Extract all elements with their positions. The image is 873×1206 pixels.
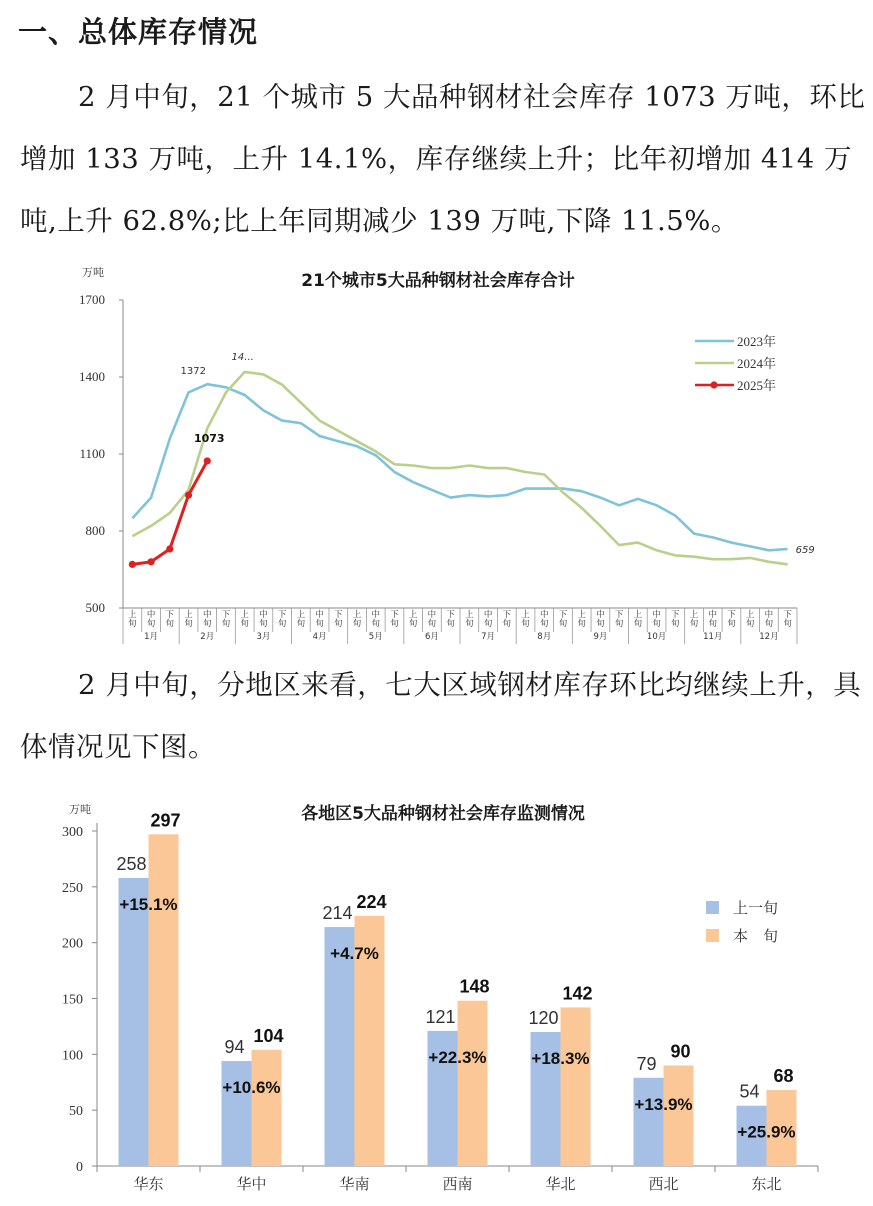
- chart1-x-sub-char: 下: [334, 610, 343, 620]
- chart2-bar-current: [252, 1050, 282, 1166]
- chart1-series-line-2: [132, 372, 787, 565]
- chart1-x-sub-label: [503, 610, 512, 629]
- chart1-x-sub-char: 上: [184, 610, 193, 620]
- chart1-x-sub-char: 上: [465, 610, 474, 620]
- chart1-x-sub-char: 旬: [446, 619, 455, 629]
- chart1-x-sub-char: 旬: [408, 619, 418, 629]
- chart1-annotation-2023-peak: 1372: [180, 366, 206, 378]
- chart1-x-sub-char: 中: [652, 610, 661, 620]
- chart1-x-sub-char: 中: [315, 610, 324, 620]
- chart1-x-sub-char: 旬: [240, 619, 249, 629]
- chart1-x-sub-label: [671, 610, 680, 629]
- chart2-category-label: 华中: [236, 1175, 267, 1193]
- chart1-x-sub-char: 中: [146, 610, 156, 620]
- chart1-x-sub-char: 下: [221, 610, 231, 620]
- chart1-x-sub-label: [390, 610, 399, 629]
- chart2-bar-current-label: 224: [356, 891, 387, 912]
- chart1-x-sub-char: 旬: [633, 619, 643, 629]
- chart1-x-sub-label: [315, 609, 324, 629]
- chart1-y-tick-label: 500: [85, 600, 105, 615]
- chart1-x-sub-label: [222, 610, 231, 629]
- chart1-x-sub-char: 旬: [558, 619, 568, 629]
- total-inventory-line-chart: [0, 255, 873, 655]
- chart1-x-sub-char: 旬: [671, 619, 680, 629]
- chart1-x-sub-char: 旬: [764, 619, 774, 629]
- chart1-x-sub-char: 旬: [352, 619, 362, 629]
- chart2-bar-previous-label: 79: [636, 1053, 657, 1074]
- chart2-bar-previous: [222, 1061, 252, 1166]
- chart1-x-sub-char: 旬: [783, 619, 792, 629]
- chart1-x-sub-char: 上: [240, 610, 249, 620]
- chart2-bar-current-label: 90: [670, 1041, 691, 1062]
- chart1-legend-label: 2023年: [737, 334, 777, 349]
- chart2-bar-current-label: 68: [773, 1066, 794, 1087]
- chart1-x-sub-char: 旬: [502, 619, 512, 629]
- chart2-legend-swatch: [706, 901, 719, 914]
- chart1-x-month-label: 10月: [646, 632, 667, 642]
- chart1-x-sub-char: 下: [390, 610, 399, 620]
- chart1-x-sub-char: 中: [539, 610, 549, 620]
- chart2-y-tick-label: 50: [69, 1104, 83, 1120]
- chart2-change-label: +4.7%: [330, 944, 379, 964]
- regional-inventory-bar-chart: [0, 790, 873, 1206]
- chart1-x-sub-label: [409, 609, 418, 629]
- chart1-x-sub-label: [128, 609, 137, 629]
- chart1-unit: 万吨: [82, 266, 104, 279]
- chart1-x-sub-label: [353, 609, 362, 629]
- chart1-x-sub-char: 旬: [165, 619, 175, 629]
- chart1-x-sub-label: [484, 609, 493, 629]
- chart2-bar-current-label: 297: [150, 810, 181, 831]
- chart1-x-sub-char: 旬: [315, 619, 324, 629]
- chart1-x-sub-label: [297, 609, 306, 629]
- chart1-x-sub-char: 下: [783, 610, 792, 620]
- chart1-y-tick-label: 1700: [79, 292, 105, 307]
- chart1-x-sub-char: 旬: [334, 619, 343, 629]
- chart1-x-sub-label: [446, 610, 455, 629]
- chart1-title: 21个城市5大品种钢材社会库存合计: [301, 271, 575, 291]
- chart1-x-sub-char: 下: [671, 610, 680, 620]
- chart1-x-sub-char: 旬: [259, 619, 268, 629]
- chart1-x-sub-char: 旬: [465, 619, 474, 629]
- chart1-x-sub-char: 中: [371, 610, 381, 620]
- section-heading: 一、总体库存情况: [18, 15, 259, 49]
- chart2-category-label: 华东: [133, 1175, 164, 1193]
- chart2-category-label: 华北: [545, 1175, 576, 1193]
- chart1-x-sub-label: [465, 609, 474, 629]
- chart1-x-sub-label: [765, 609, 774, 629]
- chart1-x-month-label: 11月: [703, 632, 723, 642]
- chart2-bar-current-label: 142: [562, 983, 593, 1004]
- chart1-x-sub-label: [278, 610, 287, 629]
- chart1-x-month-label: 6月: [424, 632, 439, 642]
- chart2-y-tick-label: 200: [62, 936, 83, 952]
- chart1-x-sub-char: 旬: [296, 619, 306, 629]
- chart1-x-month-label: 5月: [368, 632, 383, 642]
- chart1-x-sub-char: 下: [727, 610, 736, 620]
- chart2-y-tick-label: 100: [62, 1048, 83, 1064]
- chart1-x-sub-char: 旬: [221, 619, 231, 629]
- chart1-x-sub-char: 下: [558, 610, 568, 620]
- chart1-x-sub-char: 旬: [277, 619, 287, 629]
- chart1-x-sub-label: [259, 609, 268, 629]
- chart2-bar-previous-label: 121: [425, 1006, 456, 1027]
- chart1-x-sub-label: [334, 610, 343, 629]
- chart1-x-sub-label: [184, 609, 193, 629]
- chart1-x-sub-char: 旬: [689, 619, 699, 629]
- chart2-bar-current-label: 148: [459, 976, 490, 997]
- chart2-bar-previous-label: 94: [224, 1037, 245, 1058]
- chart1-x-month-label: 1月: [144, 632, 159, 642]
- chart1-x-sub-char: 下: [614, 610, 624, 620]
- chart1-x-sub-char: 旬: [184, 619, 193, 629]
- paragraph-total-inventory-text: 2 月中旬，21 个城市 5 大品种钢材社会库存 1073 万吨，环比增加 133 万吨，上升 14.1%，库存继续上升；比年初增加 414 万吨,上升 62.8%;比上年同期减少 139 万吨,下降 11.5%。: [20, 81, 866, 237]
- chart1-x-sub-char: 上: [745, 610, 755, 620]
- chart1-x-sub-char: 下: [277, 610, 287, 620]
- chart1-x-sub-label: [634, 609, 643, 629]
- chart2-bar-previous-label: 214: [322, 903, 353, 924]
- chart1-x-sub-label: [652, 609, 661, 629]
- chart1-x-sub-label: [708, 609, 717, 629]
- chart1-x-sub-char: 旬: [596, 619, 605, 629]
- chart1-x-sub-char: 旬: [427, 619, 437, 629]
- chart1-x-month-label: 8月: [537, 632, 552, 642]
- chart2-bar-previous-label: 120: [528, 1008, 559, 1028]
- chart1-x-month-label: 2月: [200, 632, 215, 642]
- chart1-x-sub-char: 旬: [708, 619, 718, 629]
- chart1-x-sub-char: 中: [708, 610, 718, 620]
- chart1-x-sub-char: 旬: [521, 619, 530, 629]
- chart2-y-tick-label: 250: [62, 880, 83, 896]
- chart1-x-month-label: 12月: [759, 632, 779, 642]
- chart2-category-label: 东北: [751, 1175, 782, 1193]
- chart1-x-sub-label: [521, 609, 530, 629]
- chart1-x-sub-char: 中: [596, 610, 605, 620]
- chart1-x-sub-char: 旬: [614, 619, 624, 629]
- chart1-series-point: [147, 558, 154, 565]
- chart1-x-sub-label: [783, 610, 792, 629]
- chart2-category-label: 西南: [442, 1175, 473, 1193]
- chart1-x-month-label: 9月: [593, 632, 608, 642]
- chart2-legend-swatch: [706, 929, 719, 942]
- chart1-x-month-label: 3月: [256, 632, 271, 642]
- chart1-x-sub-char: 上: [408, 610, 418, 620]
- chart1-x-sub-char: 上: [689, 610, 699, 620]
- chart2-bar-current: [561, 1007, 591, 1166]
- chart1-x-sub-char: 上: [521, 610, 530, 620]
- chart1-x-sub-char: 上: [352, 610, 362, 620]
- chart2-change-label: +18.3%: [531, 1049, 590, 1068]
- chart2-title: 各地区5大品种钢材社会库存监测情况: [301, 804, 585, 824]
- chart1-legend-label: 2024年: [737, 356, 777, 371]
- chart1-series-point: [204, 457, 211, 464]
- chart1-x-sub-char: 旬: [745, 619, 755, 629]
- chart1-x-month-label: 7月: [481, 632, 496, 642]
- chart1-x-sub-char: 旬: [202, 619, 212, 629]
- chart2-legend-label: 本 旬: [733, 927, 779, 945]
- chart1-x-sub-char: 旬: [128, 619, 137, 629]
- chart1-x-sub-char: 旬: [390, 619, 399, 629]
- chart1-x-sub-label: [746, 609, 755, 629]
- chart1-x-sub-char: 旬: [539, 619, 549, 629]
- chart1-x-sub-label: [147, 609, 156, 629]
- chart1-x-sub-label: [240, 609, 249, 629]
- chart2-bar-current: [458, 1001, 488, 1166]
- chart1-x-sub-label: [690, 609, 699, 629]
- chart2-change-label: +22.3%: [428, 1047, 487, 1067]
- chart1-x-sub-label: [577, 609, 586, 629]
- chart2-bar-previous: [119, 878, 149, 1166]
- chart1-annotation-2024-start: 659: [795, 544, 815, 556]
- chart1-x-sub-char: 旬: [727, 619, 736, 629]
- chart2-bar-previous-label: 54: [739, 1081, 760, 1102]
- chart2-bar-previous-label: 258: [116, 853, 147, 874]
- chart1-x-sub-label: [596, 609, 605, 629]
- chart2-bar-current: [149, 834, 179, 1166]
- paragraph-total-inventory: [20, 66, 870, 252]
- chart1-x-sub-label: [428, 609, 437, 629]
- chart2-change-label: +10.6%: [222, 1078, 281, 1098]
- chart1-y-tick-label: 1400: [79, 369, 105, 384]
- chart1-x-sub-label: [166, 610, 175, 629]
- chart2-change-label: +25.9%: [737, 1122, 796, 1142]
- chart1-x-sub-char: 上: [128, 610, 137, 620]
- chart1-x-sub-char: 下: [502, 610, 512, 620]
- chart1-x-sub-label: [540, 609, 549, 629]
- chart1-x-sub-label: [559, 610, 568, 629]
- chart1-x-sub-label: [371, 609, 380, 629]
- chart1-series-point: [166, 545, 173, 552]
- chart2-legend-label: 上一旬: [733, 899, 779, 917]
- chart1-x-sub-char: 旬: [146, 619, 156, 629]
- chart1-x-sub-char: 旬: [371, 619, 381, 629]
- chart1-legend-label: 2025年: [737, 378, 777, 393]
- chart1-x-sub-char: 旬: [483, 619, 493, 629]
- chart2-category-label: 西北: [648, 1175, 679, 1193]
- chart1-annotation-2024-peak: 14...: [231, 351, 254, 363]
- chart2-y-tick-label: 150: [62, 992, 83, 1008]
- chart1-x-month-label: 4月: [312, 632, 327, 642]
- chart2-bar-current: [664, 1066, 694, 1167]
- chart1-annotation-2025-latest: 1073: [193, 431, 225, 445]
- chart1-x-sub-char: 中: [483, 610, 493, 620]
- chart1-x-sub-char: 下: [446, 610, 455, 620]
- chart1-legend-marker: [710, 381, 717, 388]
- chart1-y-tick-label: 1100: [79, 446, 105, 461]
- chart1-series-point: [185, 491, 192, 498]
- chart2-y-tick-label: 300: [62, 825, 83, 840]
- chart2-bar-current-label: 104: [253, 1025, 284, 1046]
- chart1-x-sub-char: 上: [296, 610, 306, 620]
- chart1-x-sub-char: 上: [633, 610, 643, 620]
- chart2-category-label: 华南: [339, 1175, 370, 1193]
- paragraph-regional-text: 2 月中旬，分地区来看，七大区域钢材库存环比均继续上升，具体情况见下图。: [20, 669, 862, 763]
- chart1-x-sub-char: 中: [202, 610, 212, 620]
- chart2-unit: 万吨: [69, 803, 91, 816]
- chart1-x-sub-char: 上: [577, 610, 586, 620]
- chart1-x-sub-char: 中: [259, 610, 268, 620]
- chart2-change-label: +15.1%: [119, 894, 178, 914]
- chart1-x-sub-label: [615, 610, 624, 629]
- chart2-y-tick-label: 0: [76, 1160, 83, 1175]
- chart1-x-sub-char: 下: [165, 610, 175, 620]
- chart1-y-tick-label: 800: [85, 523, 105, 538]
- chart1-series-point: [129, 561, 136, 568]
- chart1-x-sub-char: 中: [427, 610, 437, 620]
- chart2-change-label: +13.9%: [634, 1094, 693, 1114]
- chart1-x-sub-label: [727, 610, 736, 629]
- chart1-x-sub-char: 旬: [577, 619, 586, 629]
- paragraph-regional: [20, 654, 870, 778]
- chart1-x-sub-char: 中: [764, 610, 774, 620]
- chart1-x-sub-label: [203, 609, 212, 629]
- chart2-bar-previous: [634, 1078, 664, 1166]
- chart1-x-sub-char: 旬: [652, 619, 661, 629]
